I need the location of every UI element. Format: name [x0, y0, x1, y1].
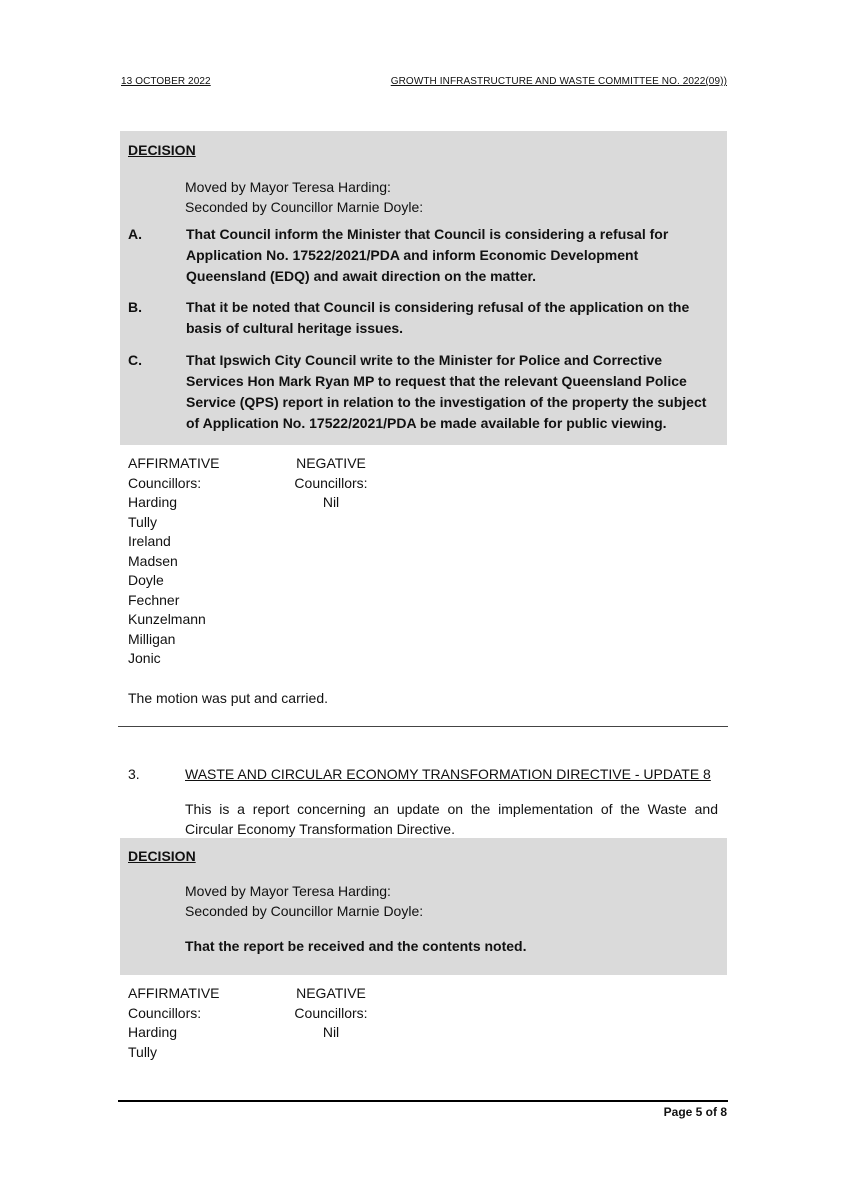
affirmative-sub: Councillors:: [128, 474, 202, 491]
resolution-text-b: That it be noted that Council is considering refusal of the application on the basis of cultural heritage issues.: [186, 299, 690, 336]
affirmative-label: AFFIRMATIVE: [128, 455, 220, 471]
vote-affirmative-1: [128, 454, 220, 669]
councillor-name: Doyle: [128, 572, 164, 588]
negative-sub: Councillors:: [294, 474, 368, 491]
page-number: Page 5 of 8: [663, 1105, 727, 1119]
councillor-name: Tully: [128, 513, 158, 530]
councillor-name: Ireland: [128, 533, 171, 549]
moved-by-2: Moved by Mayor Teresa Harding:: [185, 883, 391, 899]
header-committee: GROWTH INFRASTRUCTURE AND WASTE COMMITTEE NO. 2022(09)): [390, 76, 727, 87]
seconded-by-1: Seconded by Councillor Marnie Doyle:: [185, 199, 424, 215]
footer-rule: [118, 1100, 728, 1102]
item-number: 3.: [128, 766, 140, 782]
resolution-letter-c: C.: [128, 352, 142, 368]
affirmative-label: AFFIRMATIVE: [128, 985, 220, 1001]
councillor-name: Madsen: [128, 552, 178, 569]
item-title: WASTE AND CIRCULAR ECONOMY TRANSFORMATION DIRECTIVE - UPDATE 8: [185, 766, 711, 782]
section-divider: [118, 726, 728, 727]
header-date: 13 OCTOBER 2022: [121, 76, 211, 87]
vote-negative-2: [286, 984, 376, 1043]
decision-heading-2: DECISION: [128, 848, 196, 864]
affirmative-sub: Councillors:: [128, 1004, 202, 1021]
seconded-by-2: Seconded by Councillor Marnie Doyle:: [185, 903, 424, 919]
councillor-name: Jonic: [128, 650, 161, 666]
resolution-text-c: That Ipswich City Council write to the Minister for Police and Corrective Services Hon Mark Ryan MP to request that the relevant Queensland Police Service (QPS) report in relation to the investigation of the property the subject of Application No. 17522/2021/PDA be made available for public viewing.: [186, 352, 707, 431]
negative-label: NEGATIVE: [296, 985, 366, 1001]
negative-name: Nil: [322, 1024, 340, 1040]
vote-negative-1: [286, 454, 376, 513]
councillor-name: Milligan: [128, 630, 176, 647]
councillor-name: Kunzelmann: [128, 611, 206, 627]
moved-by-1: Moved by Mayor Teresa Harding:: [185, 179, 391, 195]
resolution-text-a: That Council inform the Minister that Council is considering a refusal for Application No. 17522/2021/PDA and inform Economic Development Queensland (EDQ) and await direction on the matter.: [186, 226, 669, 284]
vote-affirmative-2: [128, 984, 220, 1062]
councillor-name: Harding: [128, 1024, 178, 1040]
negative-sub: Councillors:: [294, 1004, 368, 1021]
resolution-text-2: That the report be received and the contents noted.: [185, 938, 527, 954]
negative-label: NEGATIVE: [296, 455, 366, 471]
negative-name: Nil: [322, 494, 340, 510]
resolution-letter-b: B.: [128, 299, 142, 315]
item-summary: This is a report concerning an update on the implementation of the Waste and Circular Economy Transformation Directive.: [185, 801, 718, 837]
councillor-name: Fechner: [128, 591, 180, 608]
councillor-name: Tully: [128, 1043, 158, 1060]
decision-heading-1: DECISION: [128, 142, 196, 158]
resolution-letter-a: A.: [128, 226, 142, 242]
councillor-name: Harding: [128, 494, 178, 510]
motion-result: The motion was put and carried.: [128, 690, 328, 706]
